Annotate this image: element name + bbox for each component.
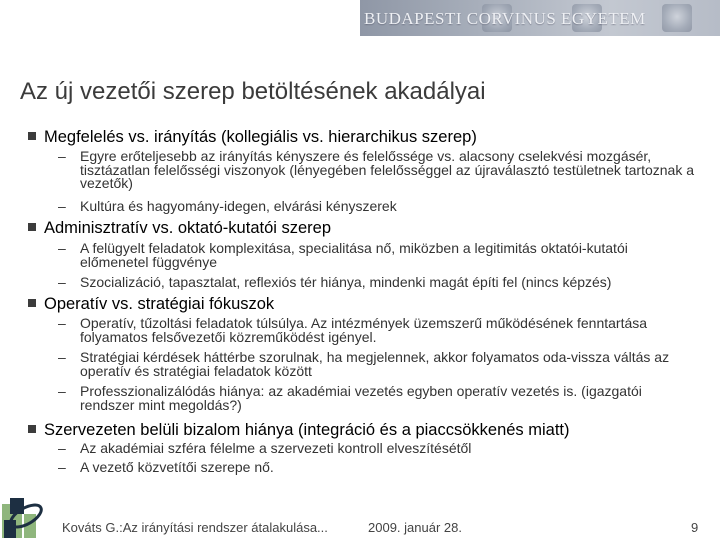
dash-bullet-icon: – — [58, 315, 66, 331]
sub-bullet-text: Operatív, tűzoltási feladatok túlsúlya. Az intézmények üzemszerű működésének fenntartása folyamatos felsővezetői közreműködést igényel. — [80, 315, 648, 345]
sub-bullet-text: Stratégiai kérdések háttérbe szorulnak, ha megjelennek, akkor folyamatos oda-vissza váltás az operatív és stratégiai feladatok között — [80, 349, 670, 379]
banner-text: BUDAPESTI CORVINUS EGYETEM — [364, 9, 646, 28]
bullet-text: Szervezeten belüli bizalom hiánya (integráció és a piaccsökkenés miatt) — [44, 421, 570, 439]
square-bullet-icon — [28, 425, 36, 433]
dash-bullet-icon: – — [58, 440, 66, 456]
university-logo-icon — [2, 496, 46, 540]
bullet-text: Adminisztratív vs. oktató-kutatói szerep — [44, 219, 332, 237]
sub-bullet-text: A felügyelt feladatok komplexitása, specialitása nő, miközben a legitimitás oktatói-kutatói előmenetel függvénye — [80, 240, 628, 270]
dash-bullet-icon: – — [58, 349, 66, 365]
sub-bullet-text: Szocializáció, tapasztalat, reflexiós tér hiánya, mindenki magát építi fel (nincs képzés) — [80, 274, 612, 290]
bullet-text: Megfelelés vs. irányítás (kollegiális vs. hierarchikus szerep) — [44, 128, 477, 146]
sub-bullet-text: Professzionalizálódás hiánya: az akadémiai vezetés egyben operatív vezetés is. (igazgatói rendszer mint megoldás?) — [80, 383, 642, 413]
square-bullet-icon — [28, 132, 36, 140]
dash-bullet-icon: – — [58, 274, 66, 290]
dash-bullet-icon: – — [58, 459, 66, 475]
dash-bullet-icon: – — [58, 240, 66, 256]
footer-page-number: 9 — [691, 520, 699, 535]
footer-author-title: Kováts G.:Az irányítási rendszer átalakulása... — [62, 520, 328, 535]
bullet-text: Operatív vs. stratégiai fókuszok — [44, 295, 275, 313]
sub-bullet-text: Az akadémiai szféra félelme a szervezeti kontroll elveszítésétől — [80, 440, 472, 456]
sub-bullet-text: A vezető közvetítői szerepe nő. — [80, 459, 274, 475]
sub-bullet-text: Egyre erőteljesebb az irányítás kényszere és felelőssége vs. alacsony cselekvési mozgásér, tisztázatlan felelősségi viszonyok (lényegében felelősséggel az újraválasztó testületnek tartoznak a vezetők) — [80, 148, 695, 191]
dash-bullet-icon: – — [58, 198, 66, 214]
sub-bullet-text: Kultúra és hagyomány-idegen, elvárási kényszerek — [80, 198, 397, 214]
dash-bullet-icon: – — [58, 383, 66, 399]
dash-bullet-icon: – — [58, 148, 66, 164]
slide-title: Az új vezetői szerep betöltésének akadályai — [20, 78, 486, 105]
square-bullet-icon — [28, 223, 36, 231]
square-bullet-icon — [28, 299, 36, 307]
footer-date: 2009. január 28. — [368, 520, 462, 535]
